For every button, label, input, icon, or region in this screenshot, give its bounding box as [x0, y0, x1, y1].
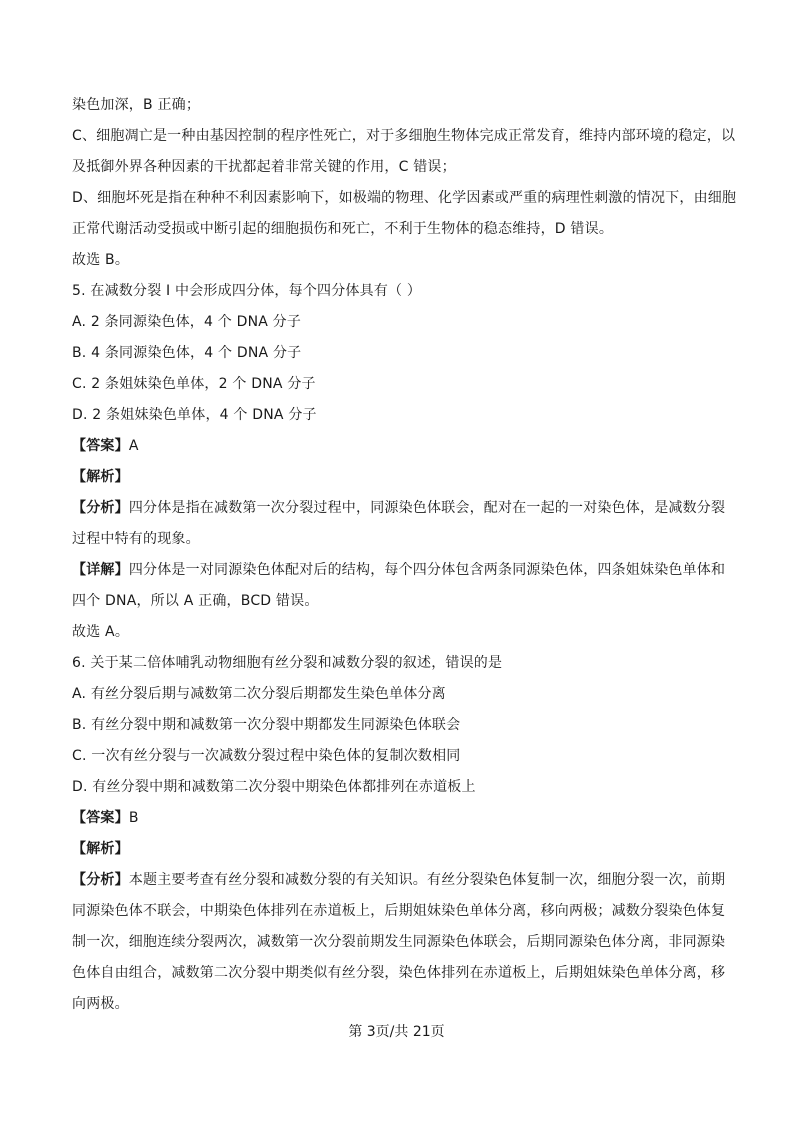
detail-line: 【详解】四分体是一对同源染色体配对后的结构，每个四分体包含两条同源染色体，四条姐妹染色单体和	[72, 562, 726, 578]
text-line: 故选 A。	[72, 624, 130, 640]
text-line: 制一次，细胞连续分裂两次，减数第一次分裂前期发生同源染色体联会，后期同源染色体分离，非同源染	[72, 934, 726, 950]
text-line: 同源染色体不联会，中期染色体排列在赤道板上，后期姐妹染色单体分离，移向两极；减数分裂染色体复	[72, 903, 726, 919]
option-b: B. 有丝分裂中期和减数第一次分裂中期都发生同源染色体联会	[72, 717, 461, 733]
text-line: 四个 DNA，所以 A 正确，BCD 错误。	[72, 593, 319, 609]
option-c: C. 2 条姐妹染色单体，2 个 DNA 分子	[72, 376, 316, 392]
option-d: D. 2 条姐妹染色单体，4 个 DNA 分子	[72, 407, 317, 423]
option-c: C. 一次有丝分裂与一次减数分裂过程中染色体的复制次数相同	[72, 748, 461, 764]
text-line: 故选 B。	[72, 252, 130, 268]
answer-line: 【答案】A	[72, 438, 139, 454]
page-footer	[0, 1022, 793, 1042]
text-line: 向两极。	[72, 996, 129, 1012]
text-line: D、细胞坏死是指在种种不利因素影响下，如极端的物理、化学因素或严重的病理性刺激的情况下，由细胞	[72, 190, 737, 206]
page-number: 第 3页/共 21页	[348, 1024, 445, 1040]
option-b: B. 4 条同源染色体，4 个 DNA 分子	[72, 345, 302, 361]
analysis-line: 【分析】四分体是指在减数第一次分裂过程中，同源染色体联会，配对在一起的一对染色体，是减数分裂	[72, 500, 726, 516]
text-line: 染色加深，B 正确；	[72, 97, 201, 113]
option-a: A. 有丝分裂后期与减数第二次分裂后期都发生染色单体分离	[72, 686, 446, 702]
answer-line: 【答案】B	[72, 810, 139, 826]
analysis-heading: 【解析】	[72, 469, 129, 485]
text-line: C、细胞凋亡是一种由基因控制的程序性死亡，对于多细胞生物体完成正常发育，维持内部环境的稳定，以	[72, 128, 736, 144]
option-a: A. 2 条同源染色体，4 个 DNA 分子	[72, 314, 302, 330]
question-stem: 5. 在减数分裂 I 中会形成四分体，每个四分体具有（ ）	[72, 283, 422, 299]
analysis-heading: 【解析】	[72, 841, 129, 857]
text-line: 色体自由组合，减数第二次分裂中期类似有丝分裂，染色体排列在赤道板上，后期姐妹染色单体分离，移	[72, 965, 726, 981]
text-line: 过程中特有的现象。	[72, 531, 200, 547]
text-line: 正常代谢活动受损或中断引起的细胞损伤和死亡，不利于生物体的稳态维持，D 错误。	[72, 221, 614, 237]
text-line: 及抵御外界各种因素的干扰都起着非常关键的作用，C 错误；	[72, 159, 456, 175]
page-content	[72, 90, 737, 1020]
option-d: D. 有丝分裂中期和减数第二次分裂中期染色体都排列在赤道板上	[72, 779, 476, 795]
analysis-line: 【分析】本题主要考查有丝分裂和减数分裂的有关知识。有丝分裂染色体复制一次，细胞分裂一次，前期	[72, 872, 726, 888]
question-stem: 6. 关于某二倍体哺乳动物细胞有丝分裂和减数分裂的叙述，错误的是	[72, 655, 503, 671]
